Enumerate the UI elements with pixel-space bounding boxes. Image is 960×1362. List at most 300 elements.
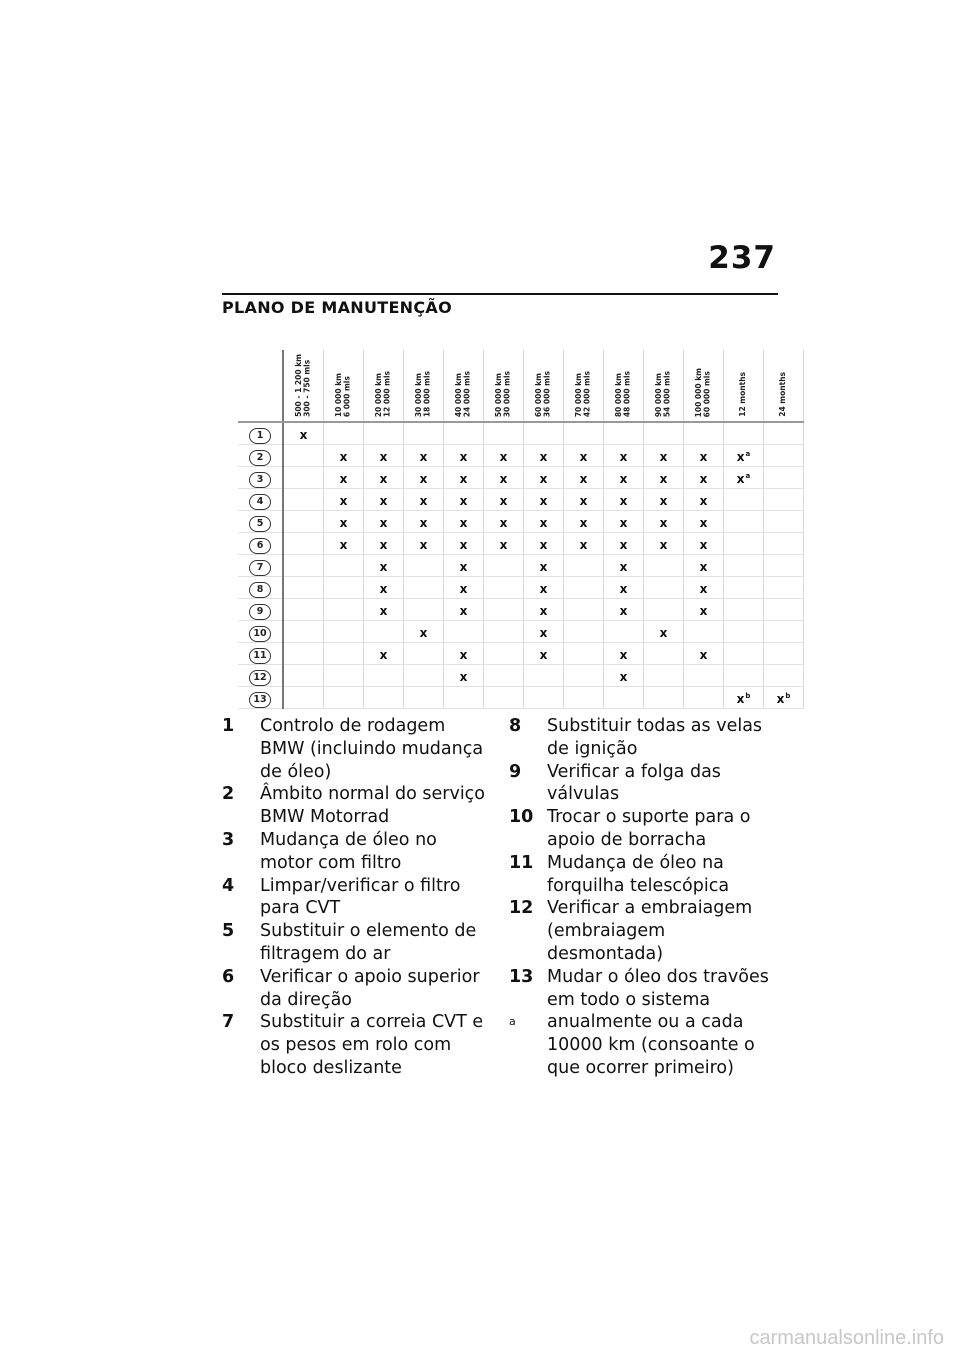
table-cell: [564, 444, 604, 466]
maintenance-mark: x: [339, 493, 348, 508]
table-cell: [283, 664, 324, 686]
legend-text: Substituir todas as velas de ignição: [547, 716, 763, 759]
table-cell: [324, 510, 364, 532]
legend-number: 11: [509, 852, 534, 873]
column-interval-label: 80 000 km 48 000 mls: [614, 370, 632, 417]
maintenance-mark: x: [659, 471, 668, 486]
maintenance-mark: $x^b$: [736, 691, 751, 706]
legend-number: 1: [222, 716, 235, 736]
table-cell: [444, 620, 484, 642]
table-cell: [524, 466, 564, 488]
maintenance-mark: x: [699, 471, 708, 486]
maintenance-mark: x: [459, 493, 468, 508]
table-cell: [364, 576, 404, 598]
legend-item: [222, 829, 492, 875]
maintenance-mark: x: [539, 603, 548, 618]
maintenance-mark: x: [699, 647, 708, 662]
maintenance-mark: x: [539, 471, 548, 486]
table-cell: [404, 444, 444, 466]
table-cell: [364, 532, 404, 554]
table-cell: [644, 598, 684, 620]
row-header-cell: [238, 576, 283, 598]
row-header-cell: [238, 598, 283, 620]
table-row: [238, 686, 804, 708]
table-cell: [404, 510, 444, 532]
maintenance-mark: x: [699, 603, 708, 618]
maintenance-mark: x: [419, 625, 428, 640]
maintenance-mark: x: [379, 515, 388, 530]
table-cell: [364, 598, 404, 620]
column-interval-label: 90 000 km 54 000 mls: [654, 370, 672, 417]
table-cell: [484, 532, 524, 554]
table-cell: [484, 620, 524, 642]
table-cell: [764, 532, 804, 554]
maintenance-mark: x: [499, 449, 508, 464]
table-cell: [484, 686, 524, 708]
maintenance-mark: x: [379, 471, 388, 486]
table-cell: [524, 686, 564, 708]
legend-number: 3: [222, 829, 235, 850]
row-header-cell: [238, 532, 283, 554]
row-header-cell: [238, 510, 283, 532]
table-cell: [404, 620, 444, 642]
legend-text: Trocar o suporte para o apoio de borracha: [547, 807, 751, 850]
maintenance-mark: x: [699, 537, 708, 552]
table-column-header: [444, 350, 484, 422]
maintenance-mark: x: [339, 471, 348, 486]
table-cell: [644, 686, 684, 708]
table-cell: [364, 466, 404, 488]
table-cell: [444, 510, 484, 532]
table-cell: [644, 620, 684, 642]
table-cell: [564, 664, 604, 686]
table-cell: [604, 664, 644, 686]
legend-item: [222, 715, 492, 783]
table-column-header: [684, 350, 724, 422]
maintenance-mark: x: [619, 515, 628, 530]
table-row: [238, 664, 804, 686]
legend-text: Substituir a correia CVT e os pesos em rolo com bloco deslizante: [260, 1012, 484, 1078]
legend-number: 7: [222, 1012, 235, 1033]
table-cell: [484, 488, 524, 510]
table-cell: [484, 466, 524, 488]
table-cell: [324, 664, 364, 686]
table-cell: [564, 620, 604, 642]
table-cell: [404, 488, 444, 510]
legend-text: Mudar o óleo dos travões em todo o sistema: [547, 966, 769, 1010]
legend-number: 2: [222, 784, 235, 805]
legend-footnote-marker: a: [509, 1015, 516, 1029]
table-cell: [444, 444, 484, 466]
legend-text: Controlo de rodagem BMW (incluindo mudança de óleo): [260, 716, 484, 782]
table-cell: [524, 422, 564, 445]
maintenance-mark: x: [459, 515, 468, 530]
table-cell: [564, 422, 604, 445]
table-row: [238, 422, 804, 445]
footnote-marker: a: [745, 471, 751, 480]
table-cell: [764, 664, 804, 686]
maintenance-mark: x: [499, 515, 508, 530]
row-number-badge: 9: [249, 604, 271, 620]
legend-item: [509, 761, 784, 807]
legend-number: 12: [509, 898, 534, 919]
table-cell: [644, 664, 684, 686]
table-cell: [564, 466, 604, 488]
table-cell: [604, 554, 644, 576]
table-cell: [644, 510, 684, 532]
table-cell: [444, 532, 484, 554]
table-cell: [724, 686, 764, 708]
table-cell: [324, 576, 364, 598]
table-cell: [364, 664, 404, 686]
table-cell: [564, 686, 604, 708]
legend-text: Verificar a embraiagem (embraiagem desmontada): [547, 898, 753, 964]
table-row: [238, 554, 804, 576]
table-cell: [604, 510, 644, 532]
maintenance-mark: x: [459, 581, 468, 596]
legend-number: 4: [222, 875, 235, 896]
table-cell: [684, 686, 724, 708]
table-cell: [484, 642, 524, 664]
table-cell: [283, 642, 324, 664]
legend-text: Mudança de óleo na forquilha telescópica: [547, 852, 730, 896]
table-row: [238, 576, 804, 598]
column-interval-label: 500 - 1 200 km 300 - 750 mls: [294, 354, 312, 417]
table-cell: [724, 510, 764, 532]
table-cell: [324, 422, 364, 445]
table-cell: [283, 598, 324, 620]
table-cell: [404, 664, 444, 686]
maintenance-mark: x: [659, 515, 668, 530]
footnote-marker: b: [745, 691, 751, 700]
table-column-header: [564, 350, 604, 422]
table-cell: [764, 510, 804, 532]
table-cell: [724, 576, 764, 598]
table-column-header: [404, 350, 444, 422]
legend-item: [222, 920, 492, 966]
maintenance-mark: x: [699, 515, 708, 530]
row-header-cell: [238, 488, 283, 510]
table-cell: [404, 686, 444, 708]
column-interval-label: 50 000 km 30 000 mls: [494, 370, 512, 417]
table-cell: [283, 488, 324, 510]
maintenance-mark: x: [419, 493, 428, 508]
legend-number: 8: [509, 716, 522, 736]
table-cell: [564, 532, 604, 554]
legend-item: [509, 852, 784, 898]
legend-text: anualmente ou a cada 10000 km (consoante o que ocorrer primeiro): [547, 1012, 755, 1078]
maintenance-mark: x: [299, 427, 308, 442]
row-number-badge: 10: [249, 626, 271, 642]
watermark: carmanualsonline.info: [749, 1327, 944, 1349]
table-cell: [684, 554, 724, 576]
row-header-cell: [238, 620, 283, 642]
table-cell: [524, 620, 564, 642]
maintenance-mark: x: [619, 493, 628, 508]
table-cell: [364, 554, 404, 576]
maintenance-mark: x: [459, 559, 468, 574]
legend-number: 6: [222, 966, 235, 987]
table-cell: [764, 422, 804, 445]
table-cell: [524, 664, 564, 686]
table-cell: [404, 642, 444, 664]
table-cell: [564, 576, 604, 598]
table-cell: [444, 642, 484, 664]
maintenance-mark: x: [459, 471, 468, 486]
row-header-cell: [238, 642, 283, 664]
legend-text: Substituir o elemento de filtragem do ar: [260, 921, 477, 964]
table-cell: [444, 422, 484, 445]
table-cell: [764, 466, 804, 488]
table-cell: [404, 576, 444, 598]
row-number-badge: 12: [249, 670, 271, 686]
maintenance-mark: x: [579, 537, 588, 552]
table-cell: [364, 422, 404, 445]
table-cell: [524, 510, 564, 532]
maintenance-mark: x: [459, 647, 468, 662]
table-cell: [364, 642, 404, 664]
row-number-badge: 8: [249, 582, 271, 598]
maintenance-mark: x: [379, 647, 388, 662]
maintenance-mark: x: [539, 559, 548, 574]
table-cell: [724, 620, 764, 642]
table-cell: [764, 554, 804, 576]
table-column-header: [644, 350, 684, 422]
table-cell: [484, 422, 524, 445]
column-interval-label: 24 months: [778, 372, 788, 417]
maintenance-mark: x: [539, 537, 548, 552]
table-cell: [364, 620, 404, 642]
maintenance-mark: x: [339, 515, 348, 530]
table-cell: [764, 488, 804, 510]
table-column-header: [484, 350, 524, 422]
row-header-cell: [238, 466, 283, 488]
table-cell: [524, 576, 564, 598]
table-cell: [684, 422, 724, 445]
maintenance-mark: x: [379, 559, 388, 574]
legend-item: [222, 783, 492, 829]
table-cell: [484, 576, 524, 598]
maintenance-mark: x: [419, 449, 428, 464]
table-cell: [644, 554, 684, 576]
table-cell: [324, 554, 364, 576]
table-cell: [764, 686, 804, 708]
row-number-badge: 2: [249, 450, 271, 466]
table-row: [238, 444, 804, 466]
table-cell: [684, 642, 724, 664]
table-cell: [604, 620, 644, 642]
table-row: [238, 620, 804, 642]
column-interval-label: 60 000 km 36 000 mls: [534, 370, 552, 417]
legend-left-column: [222, 715, 492, 1080]
table-cell: [684, 488, 724, 510]
legend-number: 9: [509, 761, 522, 782]
table-cell: [604, 576, 644, 598]
row-number-badge: 11: [249, 648, 271, 664]
table-cell: [644, 576, 684, 598]
row-header-cell: [238, 554, 283, 576]
table-cell: [324, 466, 364, 488]
table-cell: [604, 598, 644, 620]
maintenance-mark: x: [659, 537, 668, 552]
table-cell: [764, 598, 804, 620]
maintenance-mark: x: [619, 603, 628, 618]
legend-text: Limpar/verificar o filtro para CVT: [260, 875, 461, 919]
legend-right-column: [509, 715, 784, 1080]
table-cell: [444, 488, 484, 510]
table-cell: [724, 488, 764, 510]
legend-text: Mudança de óleo no motor com filtro: [260, 829, 437, 873]
maintenance-mark: $x^b$: [776, 691, 791, 706]
row-header-cell: [238, 422, 283, 445]
row-number-badge: 1: [249, 428, 271, 444]
maintenance-mark: x: [619, 537, 628, 552]
table-cell: [764, 444, 804, 466]
table-cell: [444, 554, 484, 576]
column-interval-label: 70 000 km 42 000 mls: [574, 370, 592, 417]
table-cell: [524, 444, 564, 466]
table-cell: [404, 466, 444, 488]
table-cell: [404, 554, 444, 576]
maintenance-mark: x: [539, 449, 548, 464]
maintenance-mark: x: [379, 449, 388, 464]
table-row: [238, 488, 804, 510]
table-column-header: [764, 350, 804, 422]
column-interval-label: 30 000 km 18 000 mls: [414, 370, 432, 417]
table-cell: [524, 532, 564, 554]
table-column-header: [524, 350, 564, 422]
table-cell: [644, 488, 684, 510]
column-interval-label: 40 000 km 24 000 mls: [454, 370, 472, 417]
maintenance-mark: x: [619, 559, 628, 574]
maintenance-mark: x: [699, 449, 708, 464]
table-corner-cell: [238, 350, 283, 422]
table-cell: [283, 444, 324, 466]
maintenance-mark: x: [659, 449, 668, 464]
maintenance-mark: x: [699, 493, 708, 508]
row-number-badge: 5: [249, 516, 271, 532]
maintenance-mark: x: [499, 493, 508, 508]
table-cell: [283, 510, 324, 532]
table-cell: [484, 510, 524, 532]
legend-text: Âmbito normal do serviço BMW Motorrad: [260, 784, 486, 828]
table-cell: [404, 598, 444, 620]
table-header-row: [238, 350, 804, 422]
legend-item: [222, 1011, 492, 1079]
maintenance-mark: x: [619, 669, 628, 684]
table-cell: [724, 422, 764, 445]
table-cell: [484, 554, 524, 576]
table-cell: [524, 642, 564, 664]
column-interval-label: 10 000 km 6 000 mls: [334, 372, 352, 417]
maintenance-mark: x: [619, 581, 628, 596]
table-row: [238, 642, 804, 664]
table-cell: [644, 466, 684, 488]
maintenance-mark: x: [659, 625, 668, 640]
maintenance-mark: x: [699, 581, 708, 596]
table-row: [238, 532, 804, 554]
row-number-badge: 13: [249, 692, 271, 708]
table-cell: [564, 554, 604, 576]
table-cell: [644, 444, 684, 466]
maintenance-schedule-table: [238, 350, 804, 709]
maintenance-mark: x: [659, 493, 668, 508]
row-header-cell: [238, 686, 283, 708]
table-cell: [283, 532, 324, 554]
row-number-badge: 6: [249, 538, 271, 554]
maintenance-mark: x: [419, 515, 428, 530]
table-cell: [524, 554, 564, 576]
maintenance-mark: x: [699, 559, 708, 574]
row-number-badge: 4: [249, 494, 271, 510]
table-row: [238, 598, 804, 620]
table-cell: [283, 576, 324, 598]
table-cell: [724, 642, 764, 664]
maintenance-mark: x: [419, 537, 428, 552]
table-cell: [444, 664, 484, 686]
maintenance-mark: x: [619, 471, 628, 486]
table-row: [238, 510, 804, 532]
table-cell: [764, 642, 804, 664]
table-column-header: [724, 350, 764, 422]
table-cell: [724, 554, 764, 576]
legend-text: Verificar a folga das válvulas: [547, 761, 721, 805]
maintenance-mark: x: [539, 625, 548, 640]
table-cell: [564, 642, 604, 664]
table-cell: [484, 444, 524, 466]
table-cell: [484, 664, 524, 686]
table-cell: [564, 510, 604, 532]
table-cell: [684, 576, 724, 598]
maintenance-mark: x: [539, 581, 548, 596]
table-column-header: [324, 350, 364, 422]
table-cell: [644, 422, 684, 445]
maintenance-mark: x: [539, 647, 548, 662]
legend-item: [509, 715, 784, 761]
table-cell: [364, 510, 404, 532]
table-cell: [564, 488, 604, 510]
table-cell: [283, 466, 324, 488]
maintenance-mark: x: [379, 493, 388, 508]
legend-item: [509, 1011, 784, 1079]
table-cell: [524, 488, 564, 510]
row-number-badge: 7: [249, 560, 271, 576]
legend-item: [222, 875, 492, 921]
table-cell: [724, 532, 764, 554]
maintenance-mark: x: [379, 603, 388, 618]
row-header-cell: [238, 664, 283, 686]
table-cell: [724, 466, 764, 488]
table-cell: [324, 642, 364, 664]
table-cell: [644, 642, 684, 664]
table-cell: [764, 620, 804, 642]
table-cell: [684, 598, 724, 620]
table-column-header: [364, 350, 404, 422]
table-cell: [684, 510, 724, 532]
table-cell: [444, 686, 484, 708]
table-cell: [724, 598, 764, 620]
legend-item: [509, 966, 784, 1012]
footnote-marker: b: [785, 691, 791, 700]
legend-number: 10: [509, 807, 534, 828]
table-cell: [724, 664, 764, 686]
table-cell: [404, 422, 444, 445]
maintenance-mark: x: [579, 493, 588, 508]
table-cell: [684, 466, 724, 488]
table-cell: [404, 532, 444, 554]
table-cell: [684, 444, 724, 466]
table-cell: [604, 422, 644, 445]
